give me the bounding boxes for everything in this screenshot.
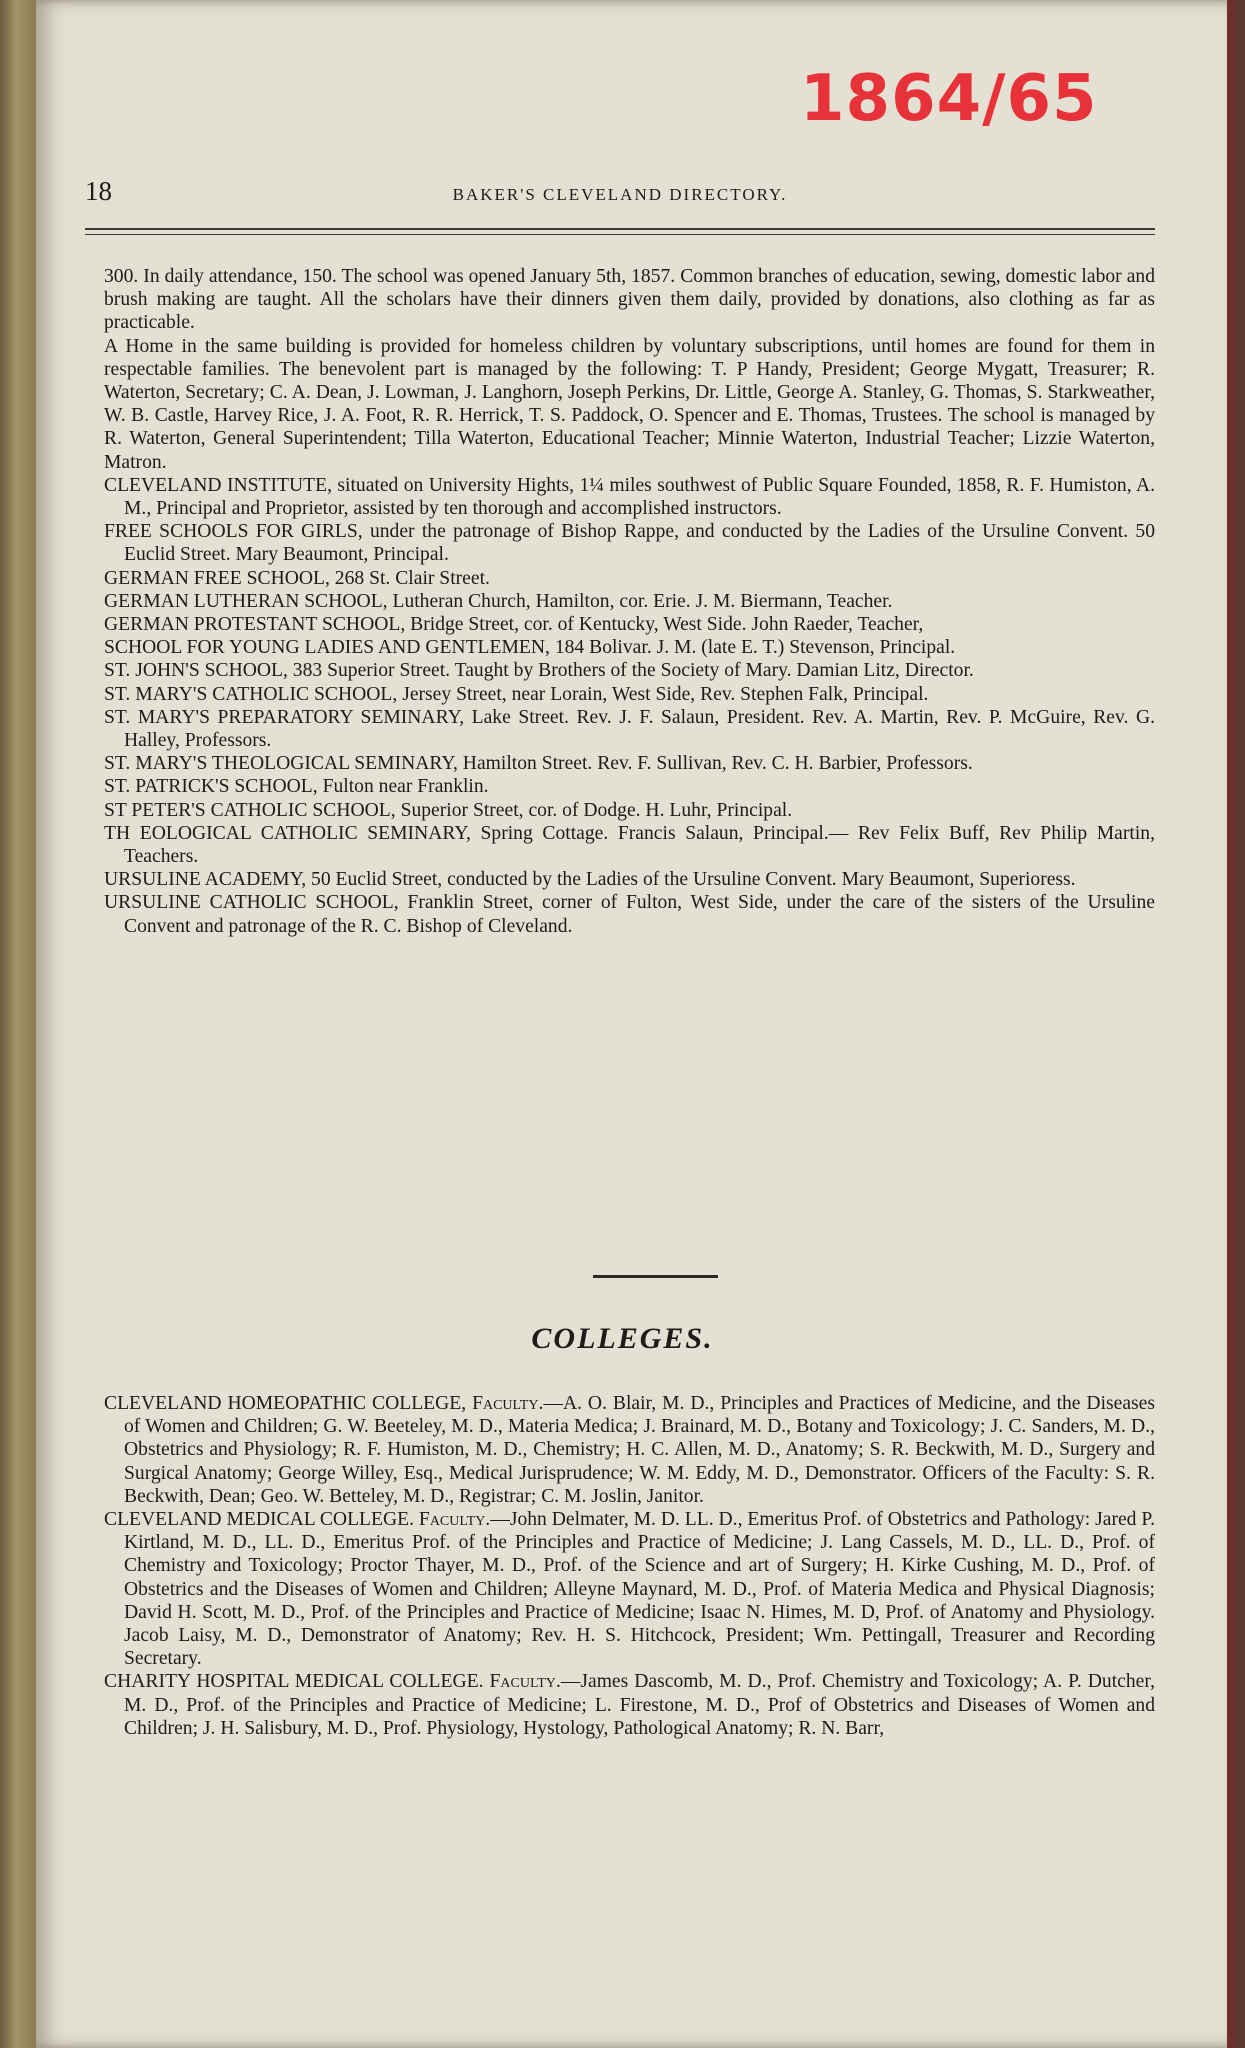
entry-text: —A. O. Blair, M. D., Principles and Practices of Medicine, and the Diseases of Women and Children; G. W. Beeteley, M. D., Materia Medica; J. Brainard, M. D., Botany and Toxicology; J. C. Sanders, M. D., Obstetrics and Physiology; R. F. Humiston, M. D., Chemistry; H. C. Allen, M. D., Anatomy; S. R. Beckwith, M. D., Surgery and Surgical Anatomy; George Willey, Esq., Medical Jurisprudence; W. M. Eddy, M. D., Demonstrator. Officers of the Faculty: S. R. Beckwith, Dean; Geo. W. Betteley, M. D., Registrar; C. M. Joslin, Janitor. <box>124 1393 1155 1507</box>
entry-name: ST. MARY'S THEOLOGICAL SEMINARY, <box>104 753 458 775</box>
header-rule <box>85 228 1155 230</box>
entry-name: ST. JOHN'S SCHOOL, <box>104 660 288 682</box>
school-entry <box>104 520 1155 566</box>
entry-text: Bridge Street, cor. of Kentucky, West Side. John Raeder, Teacher, <box>405 614 924 636</box>
school-entry <box>104 474 1155 520</box>
entry-text: 50 Euclid Street, conducted by the Ladies of the Ursuline Convent. Mary Beaumont, Superioress. <box>306 869 1076 891</box>
school-entry <box>104 775 1155 798</box>
entry-text: Jersey Street, near Lorain, West Side, Rev. Stephen Falk, Principal. <box>397 683 929 705</box>
colleges-heading: COLLEGES. <box>531 1322 714 1355</box>
schools-listing <box>104 265 1155 938</box>
school-entry <box>104 799 1155 822</box>
colleges-listing <box>104 1392 1155 1740</box>
entry-text: Hamilton Street. Rev. F. Sullivan, Rev. C. H. Barbier, Professors. <box>457 753 973 775</box>
entry-text: under the patronage of Bishop Rappe, and conducted by the Ladies of the Ursuline Convent. 50 Euclid Street. Mary Beaumont, Principal. <box>124 521 1155 566</box>
college-entry <box>104 1670 1155 1740</box>
entry-text: Fulton near Franklin. <box>317 776 489 798</box>
entry-name: TH EOLOGICAL CATHOLIC SEMINARY, <box>104 822 471 844</box>
school-entry <box>104 822 1155 868</box>
entry-text: Lutheran Church, Hamilton, cor. Erie. J. M. Biermann, Teacher. <box>387 590 893 612</box>
faculty-label: Faculty. <box>472 1393 544 1414</box>
running-title: BAKER'S CLEVELAND DIRECTORY. <box>452 185 788 204</box>
school-entry <box>104 567 1155 590</box>
entry-name: CLEVELAND HOMEOPATHIC COLLEGE, <box>104 1393 467 1414</box>
paragraph-text: A Home in the same building is provided for homeless children by voluntary subscriptions, until homes are found for them in respectable families. The benevolent part is managed by the following: T. P Handy, President; George Mygatt, Treasurer; R. Waterton, Secretary; C. A. Dean, J. Lowman, J. Langhorn, Joseph Perkins, Dr. Little, George A. Stanley, G. Thomas, S. Starkweather, W. B. Castle, Harvey Rice, J. A. Foot, R. R. Herrick, T. S. Paddock, O. Spencer and E. Thomas, Trustees. The school is managed by R. Waterton, General Superintendent; Tilla Waterton, Educational Teacher; Minnie Waterton, Industrial Teacher; Lizzie Waterton, Matron. <box>104 335 1155 473</box>
page-header <box>85 176 1155 216</box>
year-stamp: 1864/65 <box>800 62 1098 136</box>
paragraph-text: 300. In daily attendance, 150. The school was opened January 5th, 1857. Common branches of education, sewing, domestic labor and brush making are taught. All the scholars have their dinners given them daily, provided by donations, also clothing as far as practicable. <box>104 266 1155 334</box>
entry-name: GERMAN LUTHERAN SCHOOL, <box>104 590 388 612</box>
entry-name: ST PETER'S CATHOLIC SCHOOL, <box>104 799 396 821</box>
faculty-label: Faculty. <box>418 1509 491 1531</box>
school-paragraph <box>104 265 1155 335</box>
entry-name: GERMAN PROTESTANT SCHOOL, <box>104 614 406 636</box>
entry-name: FREE SCHOOLS FOR GIRLS, <box>104 521 363 543</box>
book-spine <box>0 0 36 2048</box>
entry-text: situated on University Hights, 1¼ miles southwest of Public Square Founded, 1858, R. F. Humiston, A. M., Principal and Proprietor, assisted by ten thorough and accomplished instructors. <box>124 474 1155 520</box>
school-entry <box>104 659 1155 682</box>
entry-text: Superior Street, cor. of Dodge. H. Luhr, Principal. <box>395 799 793 821</box>
school-entry <box>104 636 1155 659</box>
entry-text: Spring Cottage. Francis Salaun, Principal.— Rev Felix Buff, Rev Philip Martin, Teachers. <box>124 822 1155 868</box>
college-entry <box>104 1508 1155 1670</box>
college-entry <box>104 1392 1155 1508</box>
entry-name: URSULINE CATHOLIC SCHOOL, <box>104 892 399 914</box>
school-entry <box>104 683 1155 706</box>
school-entry <box>104 590 1155 613</box>
entry-text: —James Dascomb, M. D., Prof. Chemistry and Toxicology; A. P. Dutcher, M. D., Prof. of the Principles and Practice of Medicine; L. Firestone, M. D., Prof of Obstetrics and Diseases of Women and Children; J. H. Salisbury, M. D., Prof. Physiology, Hystology, Pathological Anatomy; R. N. Barr, <box>124 1671 1155 1739</box>
school-entry <box>104 891 1155 937</box>
entry-name: ST. MARY'S PREPARATORY SEMINARY, <box>104 706 465 728</box>
entry-text: 268 St. Clair Street. <box>329 567 490 589</box>
school-entry <box>104 706 1155 752</box>
school-paragraph <box>104 335 1155 474</box>
school-entry <box>104 752 1155 775</box>
entry-text: Lake Street. Rev. J. F. Salaun, President. Rev. A. Martin, Rev. P. McGuire, Rev. G. Halley, Professors. <box>124 706 1155 752</box>
page-edge <box>1227 0 1236 2048</box>
entry-name: ST. PATRICK'S SCHOOL, <box>104 776 318 798</box>
header-rule-thin <box>85 234 1155 235</box>
school-entry <box>104 868 1155 891</box>
entry-text: 184 Bolivar. J. M. (late E. T.) Stevenson, Principal. <box>549 637 956 659</box>
entry-name: GERMAN FREE SCHOOL, <box>104 567 330 589</box>
school-entry <box>104 613 1155 636</box>
entry-name: SCHOOL FOR YOUNG LADIES AND GENTLEMEN, <box>104 637 550 659</box>
entry-text: —John Delmater, M. D. LL. D., Emeritus Prof. of Obstetrics and Pathology: Jared P. Kirtland, M. D., LL. D., Emeritus Prof. of the Principles and Practice of Medicine; J. Lang Cassels, M. D., LL. D., Prof. of Chemistry and Toxicology; Proctor Thayer, M. D., Prof. of the Science and art of Surgery; H. Kirke Cushing, M. D., Prof. of Obstetrics and the Diseases of Women and Children; Alleyne Maynard, M. D., Prof. of Materia Medica and Physical Diagnosis; David H. Scott, M. D., Prof. of the Principles and Practice of Medicine; Isaac N. Himes, M. D, Prof. of Anatomy and Physiology. Jacob Laisy, M. D., Demonstrator of Anatomy; Rev. H. S. Hitchcock, President; Wm. Pettingall, Treasurer and Recording Secretary. <box>124 1509 1155 1670</box>
entry-name: CLEVELAND MEDICAL COLLEGE. <box>104 1509 415 1531</box>
entry-text: 383 Superior Street. Taught by Brothers of the Society of Mary. Damian Litz, Director. <box>287 660 974 682</box>
entry-name: URSULINE ACADEMY, <box>104 869 307 891</box>
page-number: 18 <box>85 176 112 206</box>
faculty-label: Faculty. <box>489 1671 561 1693</box>
entry-text: Franklin Street, corner of Fulton, West Side, under the care of the sisters of the Ursuline Convent and patronage of the R. C. Bishop of Cleveland. <box>124 892 1155 937</box>
entry-name: CLEVELAND INSTITUTE, <box>104 474 332 496</box>
entry-name: ST. MARY'S CATHOLIC SCHOOL, <box>104 683 398 705</box>
section-divider <box>593 1275 718 1278</box>
entry-name: CHARITY HOSPITAL MEDICAL COLLEGE. <box>104 1671 484 1693</box>
